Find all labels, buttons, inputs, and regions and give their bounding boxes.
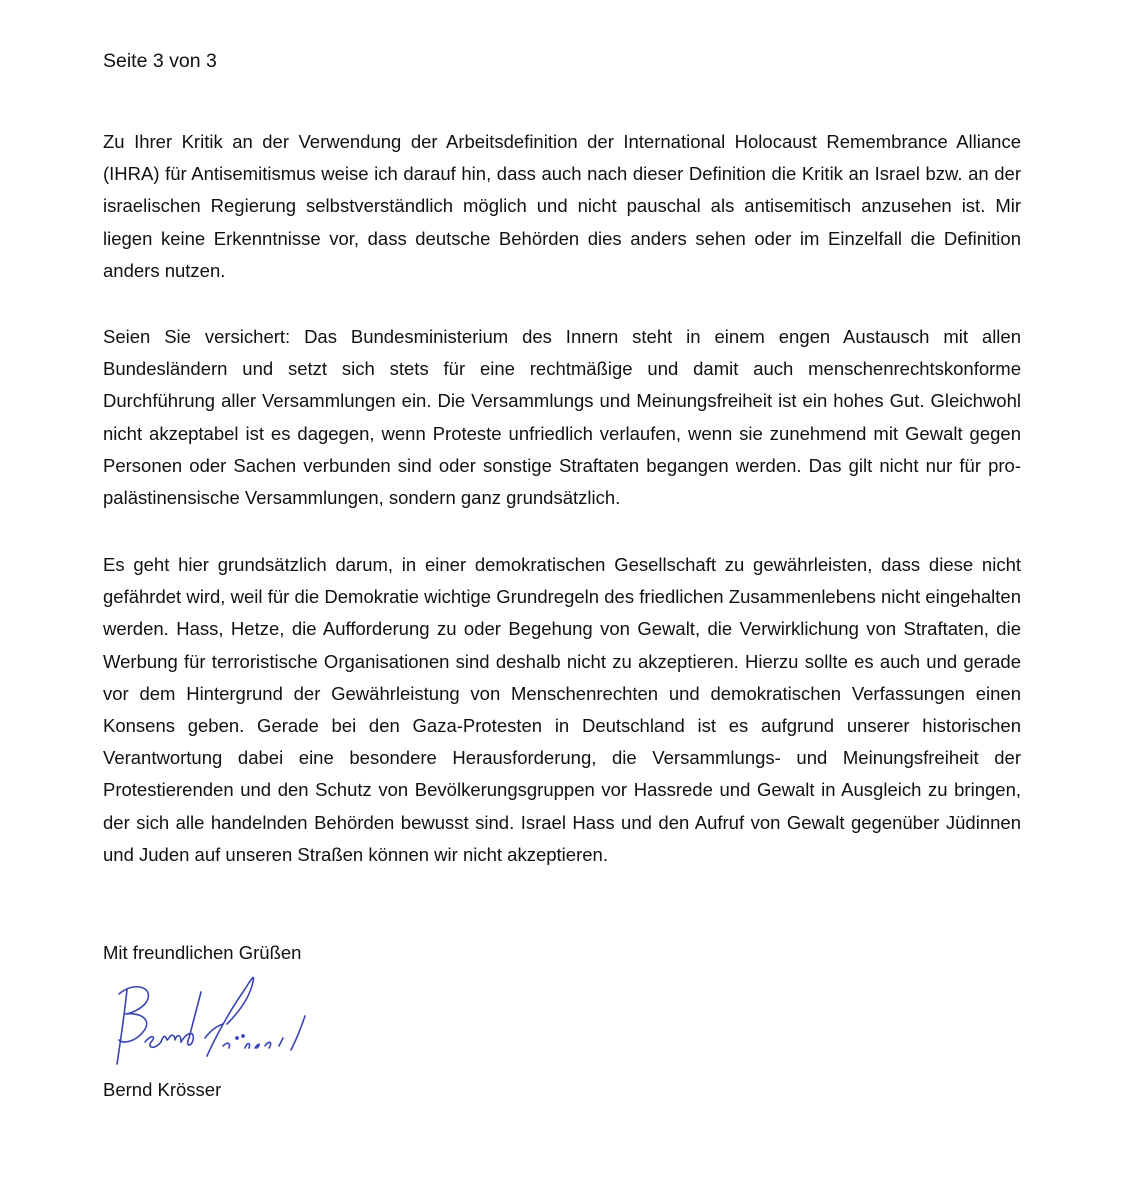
paragraph-assembly-freedom: Seien Sie versichert: Das Bundesministerium des Innern steht in einem engen Austausch mit allen Bundesländern und setzt sich stets für eine rechtmäßige und damit auch menschenrechtskonforme Durchführung aller Versammlungen ein. Die Versammlungs und Meinungsfreiheit ist ein hohes Gut. Gleichwohl nicht akzeptabel ist es dagegen, wenn Proteste unfriedlich verlaufen, wenn sie zunehmend mit Gewalt gegen Personen oder Sachen verbunden sind oder sonstige Straftaten begangen werden. Das gilt nicht nur für pro-palästinensische Versammlungen, sondern ganz grundsätzlich. <box>103 326 1021 509</box>
closing-greeting: Mit freundlichen Grüßen <box>103 942 302 963</box>
signer-name: Bernd Krösser <box>103 1079 222 1100</box>
paragraph-ihra-definition: Zu Ihrer Kritik an der Verwendung der Arbeitsdefinition der International Holocaust Remembrance Alliance (IHRA) für Antisemitismus weise ich darauf hin, dass auch nach dieser Definition die Kritik an Israel bzw. an der israelischen Regierung selbstverständlich möglich und nicht pauschal als antisemitisch anzusehen ist. Mir liegen keine Erkenntnisse vor, dass deutsche Behörden dies anders sehen oder im Einzelfall die Definition anders nutzen. <box>103 131 1021 281</box>
page-number: Seite 3 von 3 <box>103 50 217 72</box>
paragraph-democratic-society: Es geht hier grundsätzlich darum, in einer demokratischen Gesellschaft zu gewährleisten, dass diese nicht gefährdet wird, weil für die Demokratie wichtige Grundregeln des friedlichen Zusammenlebens nicht eingehalten werden. Hass, Hetze, die Aufforderung zu oder Begehung von Gewalt, die Verwirklichung von Straftaten, die Werbung für terroristische Organisationen sind deshalb nicht zu akzeptieren. Hierzu sollte es auch und gerade vor dem Hintergrund der Gewährleistung von Menschenrechten und demokratischen Verfassungen einen Konsens geben. Gerade bei den Gaza-Protesten in Deutschland ist es aufgrund unserer historischen Verantwortung dabei eine besondere Herausforderung, die Versammlungs- und Meinungsfreiheit der Protestierenden und den Schutz von Bevölkerungsgruppen vor Hassrede und Gewalt in Ausgleich zu bringen, der sich alle handelnden Behörden bewusst sind. Israel Hass und den Aufruf von Gewalt gegenüber Jüdinnen und Juden auf unseren Straßen können wir nicht akzeptieren. <box>103 554 1021 865</box>
handwritten-signature <box>105 968 315 1073</box>
